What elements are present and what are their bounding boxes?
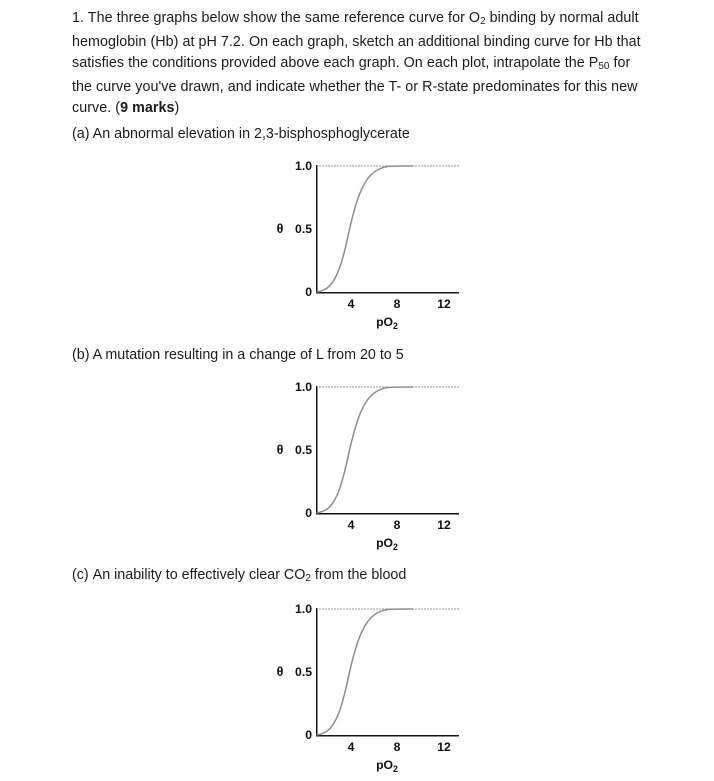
- x-axis-label-po2: [376, 536, 398, 552]
- po2-subscript: 2: [393, 321, 398, 331]
- part-b-heading: [72, 346, 404, 365]
- x-tick-4: 4: [347, 518, 355, 532]
- y-tick-1: 1.0: [295, 380, 312, 394]
- graph-svg-a: [258, 155, 488, 330]
- x-tick-8: 8: [393, 297, 401, 311]
- reference-curve-a: [317, 166, 412, 292]
- po2-subscript: 2: [393, 764, 398, 774]
- po2-base: pO: [376, 536, 394, 550]
- y-tick-0: 0: [305, 506, 312, 520]
- reference-curve-b: [317, 387, 412, 513]
- po2-base: pO: [376, 758, 394, 772]
- part-b-text: A mutation resulting in a change of L from 20 to 5: [92, 347, 404, 363]
- graph-svg-c: [258, 598, 488, 773]
- x-axis-label-po2: [376, 315, 398, 331]
- p50-subscript: 50: [598, 60, 610, 72]
- graph-svg-b: [258, 376, 488, 551]
- y-tick-05: 0.5: [295, 665, 312, 679]
- question-body-2: binding by normal adult hemoglobin (Hb) at pH 7.2. On each graph, sketch an additional binding curve for Hb that satisfies the conditions provided above each graph. On each plot, intrapolate the P: [72, 10, 641, 71]
- part-a-text: An abnormal elevation in 2,3-bisphosphoglycerate: [92, 126, 410, 142]
- po2-base: pO: [376, 315, 394, 329]
- y-tick-0: 0: [305, 285, 312, 299]
- question-body-4: ): [174, 99, 180, 116]
- x-tick-4: 4: [347, 740, 355, 754]
- question-number: 1.: [72, 10, 85, 26]
- part-a-label: (a): [72, 126, 90, 142]
- part-c-text-pre: An inability to effectively clear CO: [92, 567, 306, 583]
- question-text: [72, 8, 650, 118]
- x-tick-4: 4: [347, 297, 355, 311]
- y-axis-label-theta: θ: [276, 222, 284, 236]
- oxygen-binding-graph-c: [258, 598, 488, 773]
- oxygen-binding-graph-a: [258, 155, 488, 330]
- y-tick-1: 1.0: [295, 159, 312, 173]
- x-axis-label-po2: [376, 758, 398, 774]
- po2-subscript: 2: [393, 542, 398, 552]
- x-tick-8: 8: [393, 518, 401, 532]
- x-tick-8: 8: [393, 740, 401, 754]
- part-c-label: (c): [72, 567, 89, 583]
- y-axis-label-theta: θ: [276, 665, 284, 679]
- y-tick-1: 1.0: [295, 602, 312, 616]
- co2-subscript: 2: [305, 573, 311, 585]
- y-tick-05: 0.5: [295, 443, 312, 457]
- part-c-text-post: from the blood: [310, 567, 407, 583]
- y-tick-05: 0.5: [295, 222, 312, 236]
- part-c-heading: [72, 566, 406, 588]
- oxygen-binding-graph-b: [258, 376, 488, 551]
- marks-label: 9 marks: [120, 99, 175, 116]
- y-tick-0: 0: [305, 728, 312, 742]
- part-a-heading: [72, 125, 410, 144]
- question-body-3: for the curve you've drawn, and indicate whether the T- or R-state predominates for this new curve. (: [72, 54, 638, 116]
- x-tick-12: 12: [437, 740, 451, 754]
- reference-curve-c: [317, 609, 412, 735]
- y-axis-label-theta: θ: [276, 443, 284, 457]
- o2-subscript: 2: [480, 16, 486, 28]
- x-tick-12: 12: [437, 518, 451, 532]
- x-tick-12: 12: [437, 297, 451, 311]
- part-b-label: (b): [72, 347, 90, 363]
- question-body-1: The three graphs below show the same reference curve for O: [87, 10, 481, 26]
